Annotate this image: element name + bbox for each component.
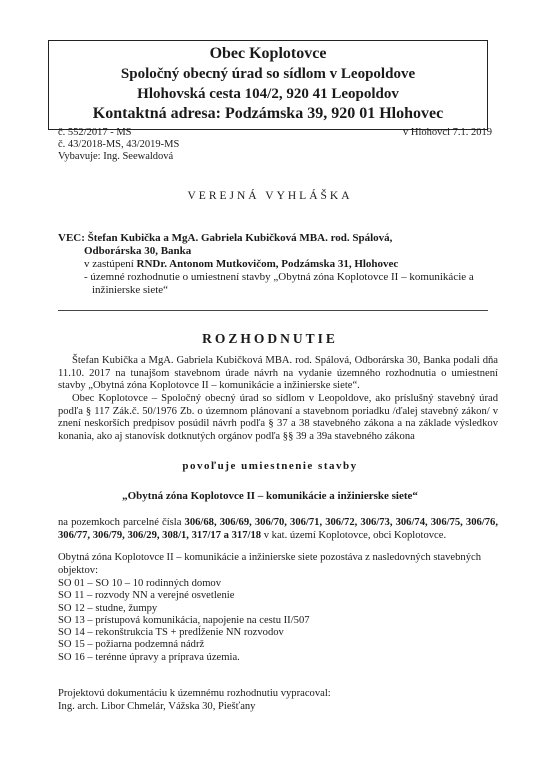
office-header [48, 40, 488, 130]
representative-name: RNDr. Antonom Mutkovičom, Podzámska 31, Hlohovec [136, 258, 399, 270]
subject-block [58, 232, 498, 297]
subject-line-matter-cont: inžinierske siete“ [92, 284, 169, 296]
list-item: SO 16 – terénne úpravy a príprava územia. [58, 651, 240, 663]
designer-name: Ing. arch. Libor Chmelár, Vážska 30, Piešťany [58, 701, 256, 712]
parcels-prefix: na pozemkoch parcelné čísla [58, 517, 185, 528]
list-item: SO 14 – rekonštrukcia TS + predĺženie NN rozvodov [58, 627, 284, 639]
reference-number-2: č. 43/2018-MS, 43/2019-MS [58, 139, 180, 150]
list-item: SO 12 – studne, žumpy [58, 602, 158, 614]
designer-intro: Projektovú dokumentáciu k územnému rozhodnutiu vypracoval: [58, 688, 331, 699]
parcels-suffix: v kat. území Koplotovce, obci Koplotovce. [261, 529, 447, 541]
list-item: SO 11 – rozvody NN a verejné osvetlenie [58, 590, 235, 602]
header-contact-address: Kontaktná adresa: Podzámska 39, 920 01 Hlohovec [92, 105, 444, 122]
reference-number-1: č. 552/2017 - MS [58, 127, 132, 138]
permits-line: povoľuje umiestnenie stavby [182, 460, 358, 472]
representative-prefix: v zastúpení [84, 258, 137, 270]
parcels-paragraph [58, 517, 498, 542]
objects-list [58, 578, 498, 664]
project-name: „Obytná zóna Koplotovce II – komunikácie a inžinierske siete“ [122, 490, 418, 502]
list-item: SO 01 – SO 10 – 10 rodinných domov [58, 578, 222, 589]
parcels-numbers: 306/68, 306/69, 306/70, 306/71, 306/72, 306/73, 306/74, 306/75, 306/76, 306/77, 306/79, 306/29, 308/1, 317/17 a 317/18 [58, 517, 498, 541]
list-item: SO 13 – prístupová komunikácia, napojenie na cestu II/507 [58, 614, 310, 626]
paragraph-authority: Obec Koplotovce – Spoločný obecný úrad so sídlom v Leopoldove, ako príslušný stavebný úrad podľa § 117 Zák.č. 50/1976 Zb. o územnom plánovaní a stavebnom poriadku /ďalej stavebný zákon/ v znení neskorších predpisov posúdil návrh podľa § 37 a 38 stavebného zákona a na základe výsledkov konania, ako aj stanovísk dotknutých orgánov podľa §§ 39 a 39a stavebného zákona [58, 393, 498, 442]
paragraph-application: Štefan Kubička a MgA. Gabriela Kubičková MBA. rod. Spálová, Odborárska 30, Banka podali dňa 11.10. 2017 na tunajšom stavebnom úrade návrh na vydanie územného rozhodnutia o umiestnení stavby „Obytná zóna Koplotovce II – komunikácie a inžinierske siete“. [58, 355, 498, 392]
divider [58, 310, 488, 311]
subject-line-representative [58, 258, 498, 271]
header-municipality: Obec Koplotovce [209, 45, 327, 62]
subject-line-matter: - územné rozhodnutie o umiestnení stavby „Obytná zóna Koplotovce II – komunikácie a [84, 271, 474, 283]
document-date: v Hlohovci 7.1. 2019 [403, 127, 492, 138]
list-item: SO 15 – požiarna podzemná nádrž [58, 639, 205, 651]
subject-line-applicants: VEC: Štefan Kubička a MgA. Gabriela Kubičková MBA. rod. Spálová, [58, 232, 393, 244]
header-address: Hlohovská cesta 104/2, 920 41 Leopoldov [137, 86, 399, 102]
handler-line: Vybavuje: Ing. Seewaldová [58, 151, 174, 162]
notice-title: VEREJNÁ VYHLÁŠKA [187, 190, 353, 202]
objects-intro: Obytná zóna Koplotovce II – komunikácie a inžinierske siete pozostáva z nasledovných stavebných objektov: [58, 552, 482, 576]
header-office: Spoločný obecný úrad so sídlom v Leopoldove [120, 66, 416, 82]
decision-title: ROZHODNUTIE [202, 331, 338, 346]
subject-line-address: Odborárska 30, Banka [84, 245, 192, 257]
